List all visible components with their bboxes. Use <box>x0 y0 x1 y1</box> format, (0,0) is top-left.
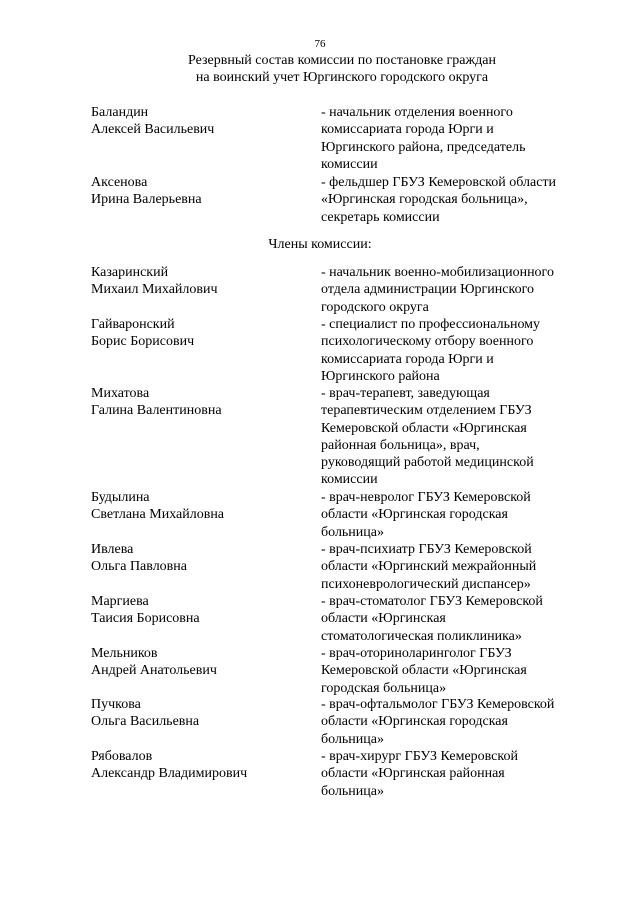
role-line: области «Юргинская городская <box>321 507 508 523</box>
member-surname: Ивлева <box>91 542 134 557</box>
role-line: больница» <box>321 783 384 799</box>
member-given-names: Ольга Васильевна <box>91 714 200 730</box>
member-name <box>91 593 311 628</box>
member-role <box>321 385 621 489</box>
role-line: - специалист по профессиональному <box>321 317 541 332</box>
member-surname: Будылина <box>91 490 150 505</box>
member-name <box>91 748 311 783</box>
member-role <box>321 489 621 541</box>
member-role <box>321 748 621 800</box>
role-line: районная больница», врач, <box>321 437 480 453</box>
role-line: - врач-психиатр ГБУЗ Кемеровской <box>321 542 532 557</box>
role-line: - врач-хирург ГБУЗ Кемеровской <box>321 749 518 764</box>
member-role <box>321 541 621 593</box>
role-line: городская больница» <box>321 680 447 696</box>
role-line: - фельдшер ГБУЗ Кемеровской области <box>321 175 557 190</box>
member-name <box>91 489 311 524</box>
member-surname: Аксенова <box>91 175 148 190</box>
member-given-names: Александр Владимирович <box>91 766 248 782</box>
role-line: комиссариата города Юрги и <box>321 122 494 138</box>
role-line: комиссии <box>321 472 378 488</box>
member-name <box>91 174 311 209</box>
role-line: Юргинского района, председатель <box>321 139 526 155</box>
role-line: - врач-невролог ГБУЗ Кемеровской <box>321 490 531 505</box>
role-line: стоматологическая поликлиника» <box>321 628 522 644</box>
member-given-names: Светлана Михайловна <box>91 507 225 523</box>
role-line: - врач-терапевт, заведующая <box>321 386 490 401</box>
role-line: Юргинского района <box>321 368 440 384</box>
member-role <box>321 104 621 173</box>
member-given-names: Ольга Павловна <box>91 559 187 575</box>
member-surname: Пучкова <box>91 697 141 712</box>
member-name <box>91 104 311 139</box>
member-given-names: Андрей Анатольевич <box>91 663 217 679</box>
member-given-names: Борис Борисович <box>91 334 195 350</box>
member-given-names: Алексей Васильевич <box>91 122 215 138</box>
role-line: «Юргинская городская больница», <box>321 192 528 208</box>
member-name <box>91 696 311 731</box>
role-line: комиссариата города Юрги и <box>321 351 494 367</box>
member-name <box>91 645 311 680</box>
member-surname: Гайваронский <box>91 317 175 332</box>
member-surname: Мельников <box>91 646 158 661</box>
member-name <box>91 385 311 420</box>
role-line: комиссии <box>321 156 378 172</box>
role-line: - врач-офтальмолог ГБУЗ Кемеровской <box>321 697 555 712</box>
role-line: области «Юргинская <box>321 611 446 627</box>
role-line: психологическому отбору военного <box>321 334 534 350</box>
member-surname: Маргиева <box>91 594 149 609</box>
role-line: Кемеровской области «Юргинская <box>321 420 527 436</box>
role-line: больница» <box>321 524 384 540</box>
member-surname: Михатова <box>91 386 150 401</box>
document-title <box>0 52 640 86</box>
member-name <box>91 541 311 576</box>
member-role <box>321 316 621 385</box>
page-number: 76 <box>314 38 326 50</box>
role-line: секретарь комиссии <box>321 209 440 225</box>
member-name <box>91 264 311 299</box>
role-line: области «Юргинская городская <box>321 714 508 730</box>
member-given-names: Ирина Валерьевна <box>91 192 202 208</box>
title-line: Резервный состав комиссии по постановке граждан <box>188 53 496 68</box>
role-line: области «Юргинский межрайонный <box>321 559 537 575</box>
member-role <box>321 593 621 645</box>
member-given-names: Михаил Михайлович <box>91 282 218 298</box>
role-line: Кемеровской области «Юргинская <box>321 663 527 679</box>
role-line: - начальник отделения военного <box>321 105 513 120</box>
role-line: области «Юргинская районная <box>321 766 505 782</box>
member-name <box>91 316 311 351</box>
member-role <box>321 696 621 748</box>
member-surname: Казаринский <box>91 265 169 280</box>
member-surname: Рябовалов <box>91 749 153 764</box>
role-line: психоневрологический диспансер» <box>321 576 531 592</box>
members-subheading: Члены комиссии: <box>268 237 372 252</box>
member-given-names: Галина Валентиновна <box>91 403 222 419</box>
role-line: терапевтическим отделением ГБУЗ <box>321 403 532 419</box>
title-line: на воинский учет Юргинского городского округа <box>195 70 489 85</box>
role-line: городского округа <box>321 299 429 315</box>
member-given-names: Таисия Борисовна <box>91 611 200 627</box>
role-line: отдела администрации Юргинского <box>321 282 534 298</box>
role-line: - врач-оториноларинголог ГБУЗ <box>321 646 512 661</box>
member-role <box>321 645 621 697</box>
role-line: - врач-стоматолог ГБУЗ Кемеровской <box>321 594 543 609</box>
role-line: - начальник военно-мобилизационного <box>321 265 554 280</box>
member-role <box>321 174 621 226</box>
member-surname: Баландин <box>91 105 149 120</box>
member-role <box>321 264 621 316</box>
role-line: больница» <box>321 731 384 747</box>
role-line: руководящий работой медицинской <box>321 455 534 471</box>
